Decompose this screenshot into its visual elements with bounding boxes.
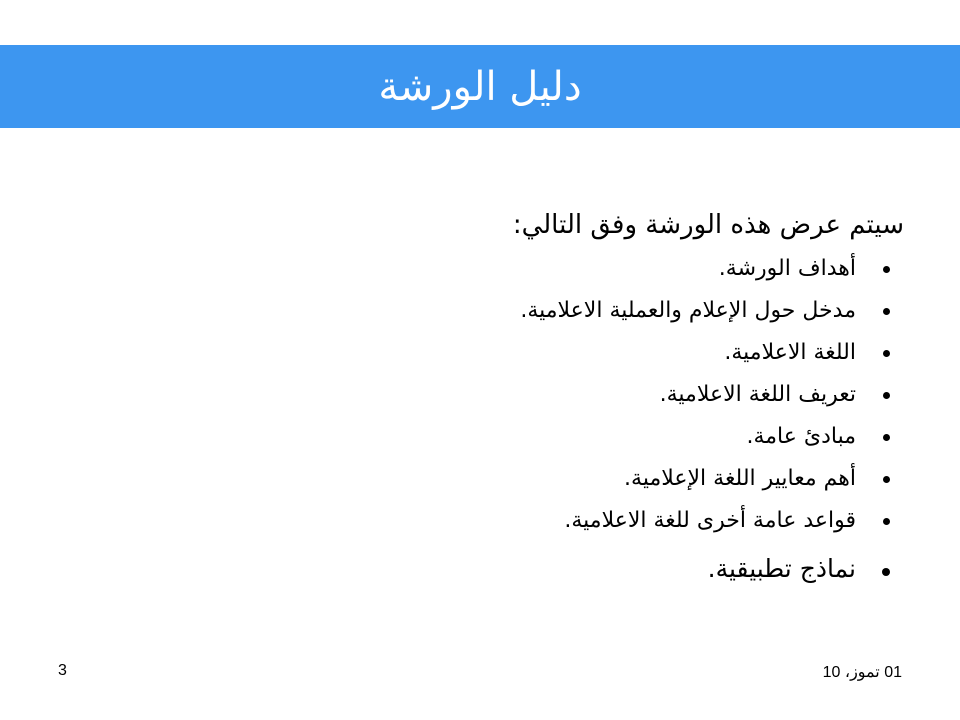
list-item-text: تعريف اللغة الاعلامية. xyxy=(659,382,856,408)
title-band xyxy=(0,45,960,128)
intro-text: سيتم عرض هذه الورشة وفق التالي: xyxy=(512,210,904,240)
list-item-text: مبادئ عامة. xyxy=(746,424,856,450)
slide-title: دليل الورشة xyxy=(378,63,582,110)
list-item xyxy=(204,503,904,545)
bullet-icon xyxy=(883,518,890,525)
list-item-text: مدخل حول الإعلام والعملية الاعلامية. xyxy=(520,298,856,324)
bullet-icon xyxy=(883,266,890,273)
footer-date: 01 تموز، 10 xyxy=(822,664,902,681)
bullet-icon xyxy=(883,392,890,399)
list-item xyxy=(204,293,904,335)
bullet-icon xyxy=(882,568,890,576)
slide-content xyxy=(204,210,904,593)
list-item xyxy=(204,419,904,461)
list-item-text: قواعد عامة أخرى للغة الاعلامية. xyxy=(564,508,856,534)
bullet-list xyxy=(204,251,904,593)
list-item-text: اللغة الاعلامية. xyxy=(724,340,856,366)
list-item xyxy=(204,551,904,593)
bullet-icon xyxy=(883,434,890,441)
bullet-icon xyxy=(883,476,890,483)
list-item-text: أهم معايير اللغة الإعلامية. xyxy=(624,466,856,492)
list-item xyxy=(204,335,904,377)
bullet-icon xyxy=(883,350,890,357)
list-item-text: نماذج تطبيقية. xyxy=(707,554,856,584)
page-number: 3 xyxy=(58,662,67,679)
list-item xyxy=(204,461,904,503)
list-item xyxy=(204,377,904,419)
list-item-text: أهداف الورشة. xyxy=(718,256,856,282)
list-item xyxy=(204,251,904,293)
bullet-icon xyxy=(883,308,890,315)
